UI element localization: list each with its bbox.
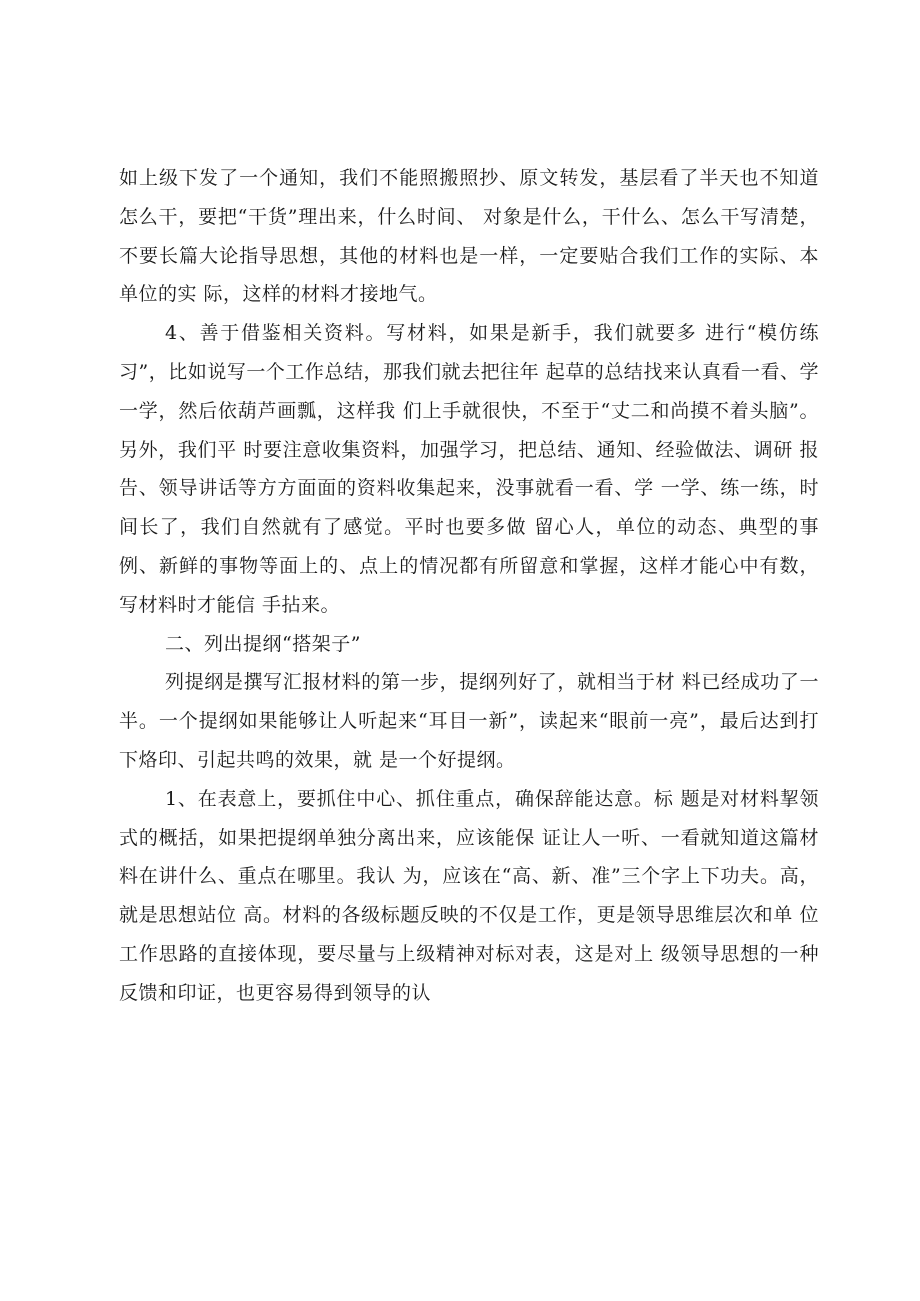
paragraph-outline-intro: 列提纲是撰写汇报材料的第一步，提纲列好了，就相当于材 料已经成功了一半。一个提纲如果能够让人听起来“耳目一新”，读起来“眼前一亮”，最后达到打下烙印、引起共鸣的效果，就 是一个好提纲。: [119, 671, 819, 771]
section-heading-outline: 二、列出提纲“搭架子”: [165, 632, 361, 655]
paragraph-point-1: 1、在表意上，要抓住中心、抓住重点，确保辞能达意。标 题是对材料挈领式的概括，如果把提纲单独分离出来，应该能保 证让人一听、一看就知道这篇材料在讲什么、重点在哪里。我认 为，应该在“高、新、准”三个字上下功夫。高，就是思想站位 高。材料的各级标题反映的不仅是工作，更是领导思维层次和单 位工作思路的直接体现，要尽量与上级精神对标对表，这是对上 级领导思想的一种反馈和印证，也更容易得到领导的认: [119, 787, 819, 1004]
paragraph-continuation: 如上级下发了一个通知，我们不能照搬照抄、原文转发，基层看了半天也不知道怎么干，要把“干货”理出来，什么时间、 对象是什么，干什么、怎么干写清楚，不要长篇大论指导思想，其他的材料也是一样，一定要贴合我们工作的实际、本单位的实 际，这样的材料才接地气。: [119, 167, 819, 306]
document-body: [119, 159, 819, 1013]
paragraph-point-4: 4、善于借鉴相关资料。写材料，如果是新手，我们就要多 进行“模仿练习”，比如说写一个工作总结，那我们就去把往年 起草的总结找来认真看一看、学一学，然后依葫芦画瓢，这样我 们上手就很快，不至于“丈二和尚摸不着头脑”。另外，我们平 时要注意收集资料，加强学习，把总结、通知、经验做法、调研 报告、领导讲话等方方面面的资料收集起来，没事就看一看、学 一学、练一练，时间长了，我们自然就有了感觉。平时也要多做 留心人，单位的动态、典型的事例、新鲜的事物等面上的、点上的情况都有所留意和掌握，这样才能心中有数，写材料时才能信 手拈来。: [119, 322, 819, 616]
